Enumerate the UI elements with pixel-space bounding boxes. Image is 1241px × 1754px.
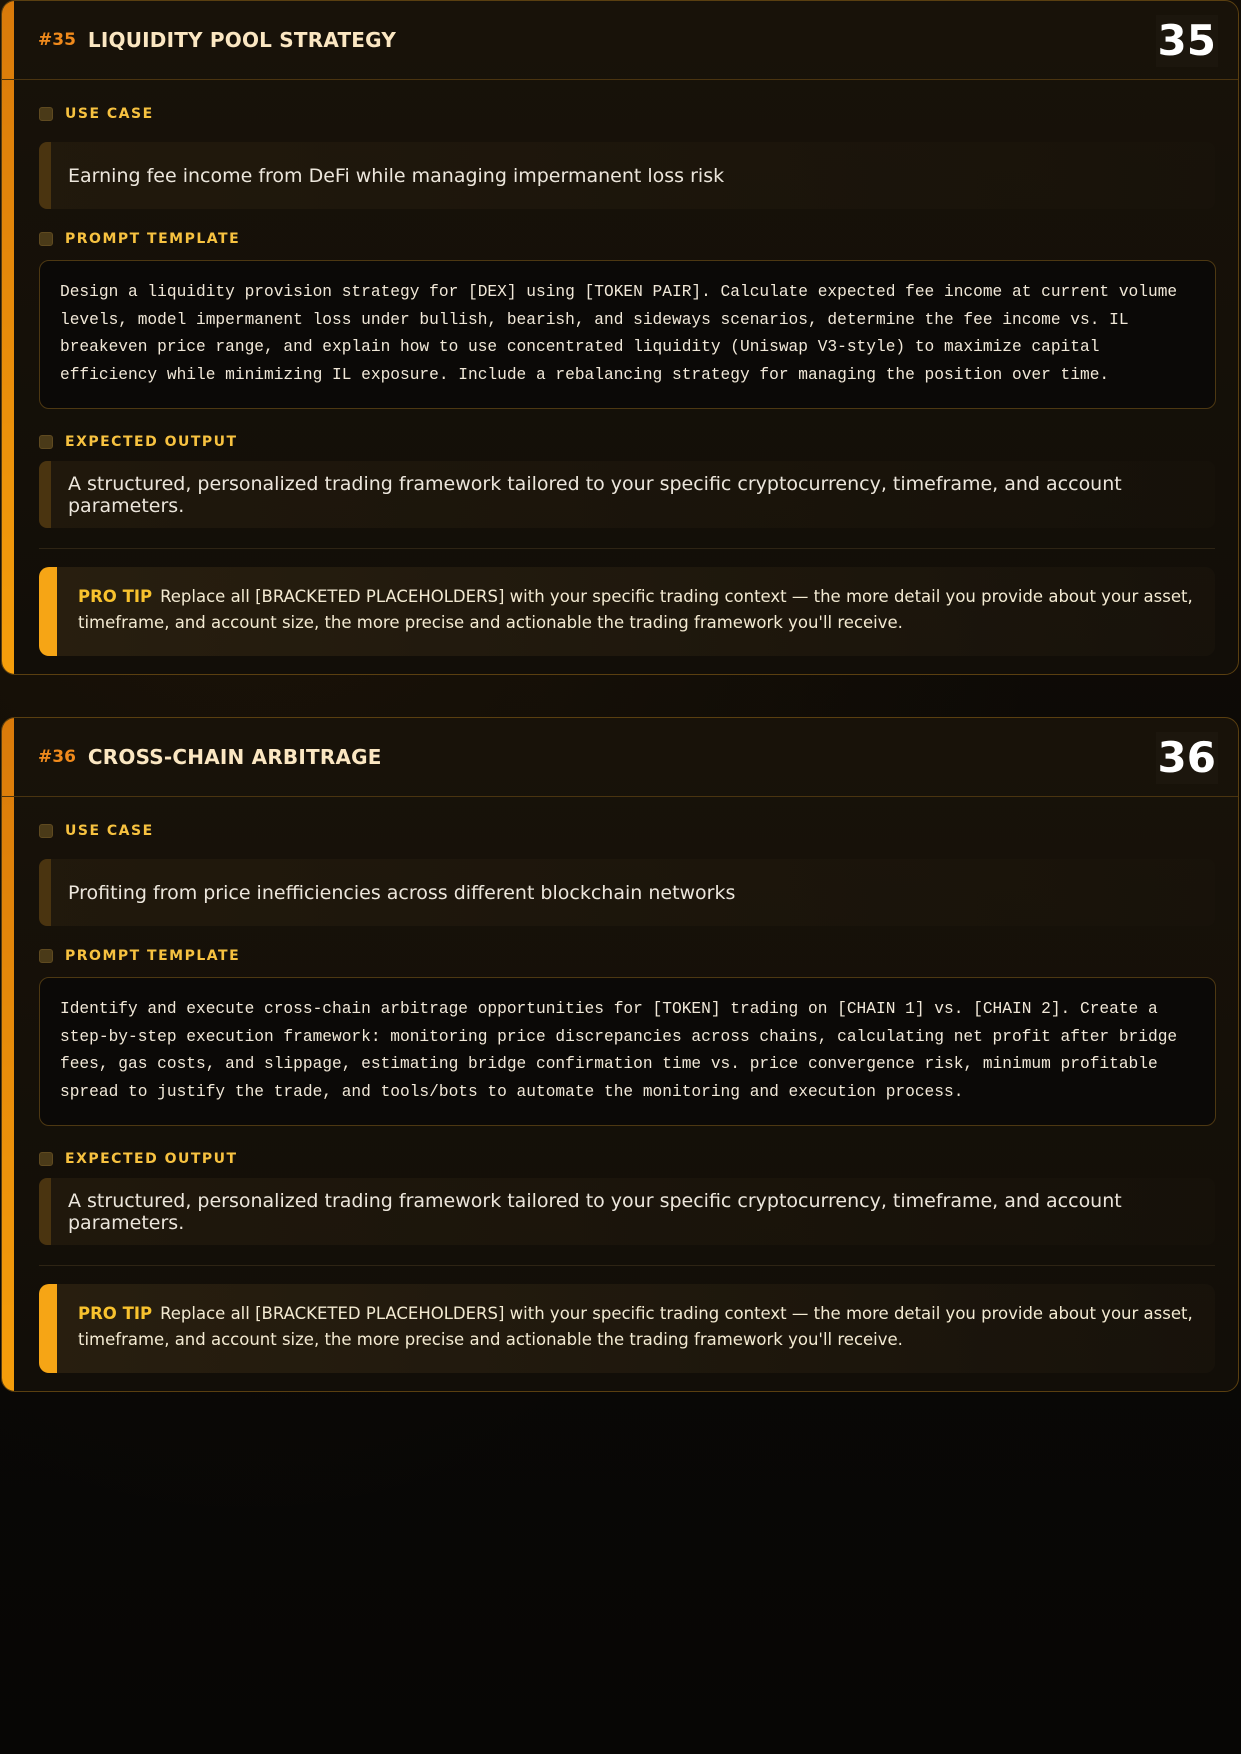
prompt-line: efficiency while minimizing IL exposure. Include a rebalancing strategy for managing the position over time. <box>60 365 1110 384</box>
card-badge: 36 <box>1157 733 1216 782</box>
prompt-card <box>1 0 1239 675</box>
square-bullet-icon <box>39 949 53 963</box>
pro-tip-text: timeframe, and account size, the more precise and actionable the trading framework you'll receive. <box>78 1330 903 1349</box>
prompt-template-label: PROMPT TEMPLATE <box>39 231 1238 247</box>
square-bullet-icon <box>39 1152 53 1166</box>
pro-tip-label: PRO TIP <box>78 587 153 606</box>
use-case-label: USE CASE <box>39 823 1238 839</box>
card-title: LIQUIDITY POOL STRATEGY <box>87 28 397 52</box>
card-number: #36 <box>38 747 76 767</box>
prompt-line: breakeven price range, and explain how to use concentrated liquidity (Uniswap V3-style) to maximize capital <box>60 338 1100 356</box>
prompt-line: Design a liquidity provision strategy for [DEX] using [TOKEN PAIR]. Calculate expected fee income at current volume <box>60 283 1178 301</box>
prompt-card <box>1 717 1239 1392</box>
use-case-label: USE CASE <box>39 106 1238 122</box>
use-case-text: Earning fee income from DeFi while managing impermanent loss risk <box>39 142 1215 209</box>
pro-tip-text: Replace all [BRACKETED PLACEHOLDERS] with your specific trading context — the more detail you provide about your asset, <box>160 587 1193 606</box>
square-bullet-icon <box>39 435 53 449</box>
pro-tip-box <box>39 1284 1215 1373</box>
square-bullet-icon <box>39 824 53 838</box>
card-title: CROSS-CHAIN ARBITRAGE <box>87 745 382 769</box>
pro-tip-text: Replace all [BRACKETED PLACEHOLDERS] with your specific trading context — the more detail you provide about your asset, <box>160 1304 1193 1323</box>
prompt-line: Identify and execute cross-chain arbitrage opportunities for [TOKEN] trading on [CHAIN 1] vs. [CHAIN 2]. Create a <box>60 1000 1158 1018</box>
pro-tip-box <box>39 567 1215 656</box>
pro-tip-text: timeframe, and account size, the more precise and actionable the trading framework you'll receive. <box>78 613 903 632</box>
expected-output-text: A structured, personalized trading framework tailored to your specific cryptocurrency, timeframe, and account parameters. <box>39 461 1215 528</box>
square-bullet-icon <box>39 107 53 121</box>
prompt-line: spread to justify the trade, and tools/bots to automate the monitoring and execution process. <box>60 1082 964 1101</box>
pro-tip-label: PRO TIP <box>78 1304 153 1323</box>
expected-output-label: EXPECTED OUTPUT <box>39 434 1238 450</box>
use-case-text: Profiting from price inefficiencies across different blockchain networks <box>39 859 1215 926</box>
card-header <box>2 1 1238 80</box>
prompt-template-box[interactable] <box>39 977 1216 1126</box>
prompt-line: levels, model impermanent loss under bullish, bearish, and sideways scenarios, determine the fee income vs. IL <box>60 310 1129 329</box>
expected-output-text: A structured, personalized trading framework tailored to your specific cryptocurrency, timeframe, and account parameters. <box>39 1178 1215 1245</box>
card-number: #35 <box>38 30 76 50</box>
card-badge: 35 <box>1157 16 1216 65</box>
expected-output-label: EXPECTED OUTPUT <box>39 1151 1238 1167</box>
prompt-template-box[interactable] <box>39 260 1216 409</box>
prompt-line: step-by-step execution framework: monitoring price discrepancies across chains, calculating net profit after bridge <box>60 1027 1178 1046</box>
square-bullet-icon <box>39 232 53 246</box>
card-header <box>2 718 1238 797</box>
prompt-template-label: PROMPT TEMPLATE <box>39 948 1238 964</box>
prompt-line: fees, gas costs, and slippage, estimating bridge confirmation time vs. price convergence risk, minimum profitable <box>60 1055 1158 1073</box>
